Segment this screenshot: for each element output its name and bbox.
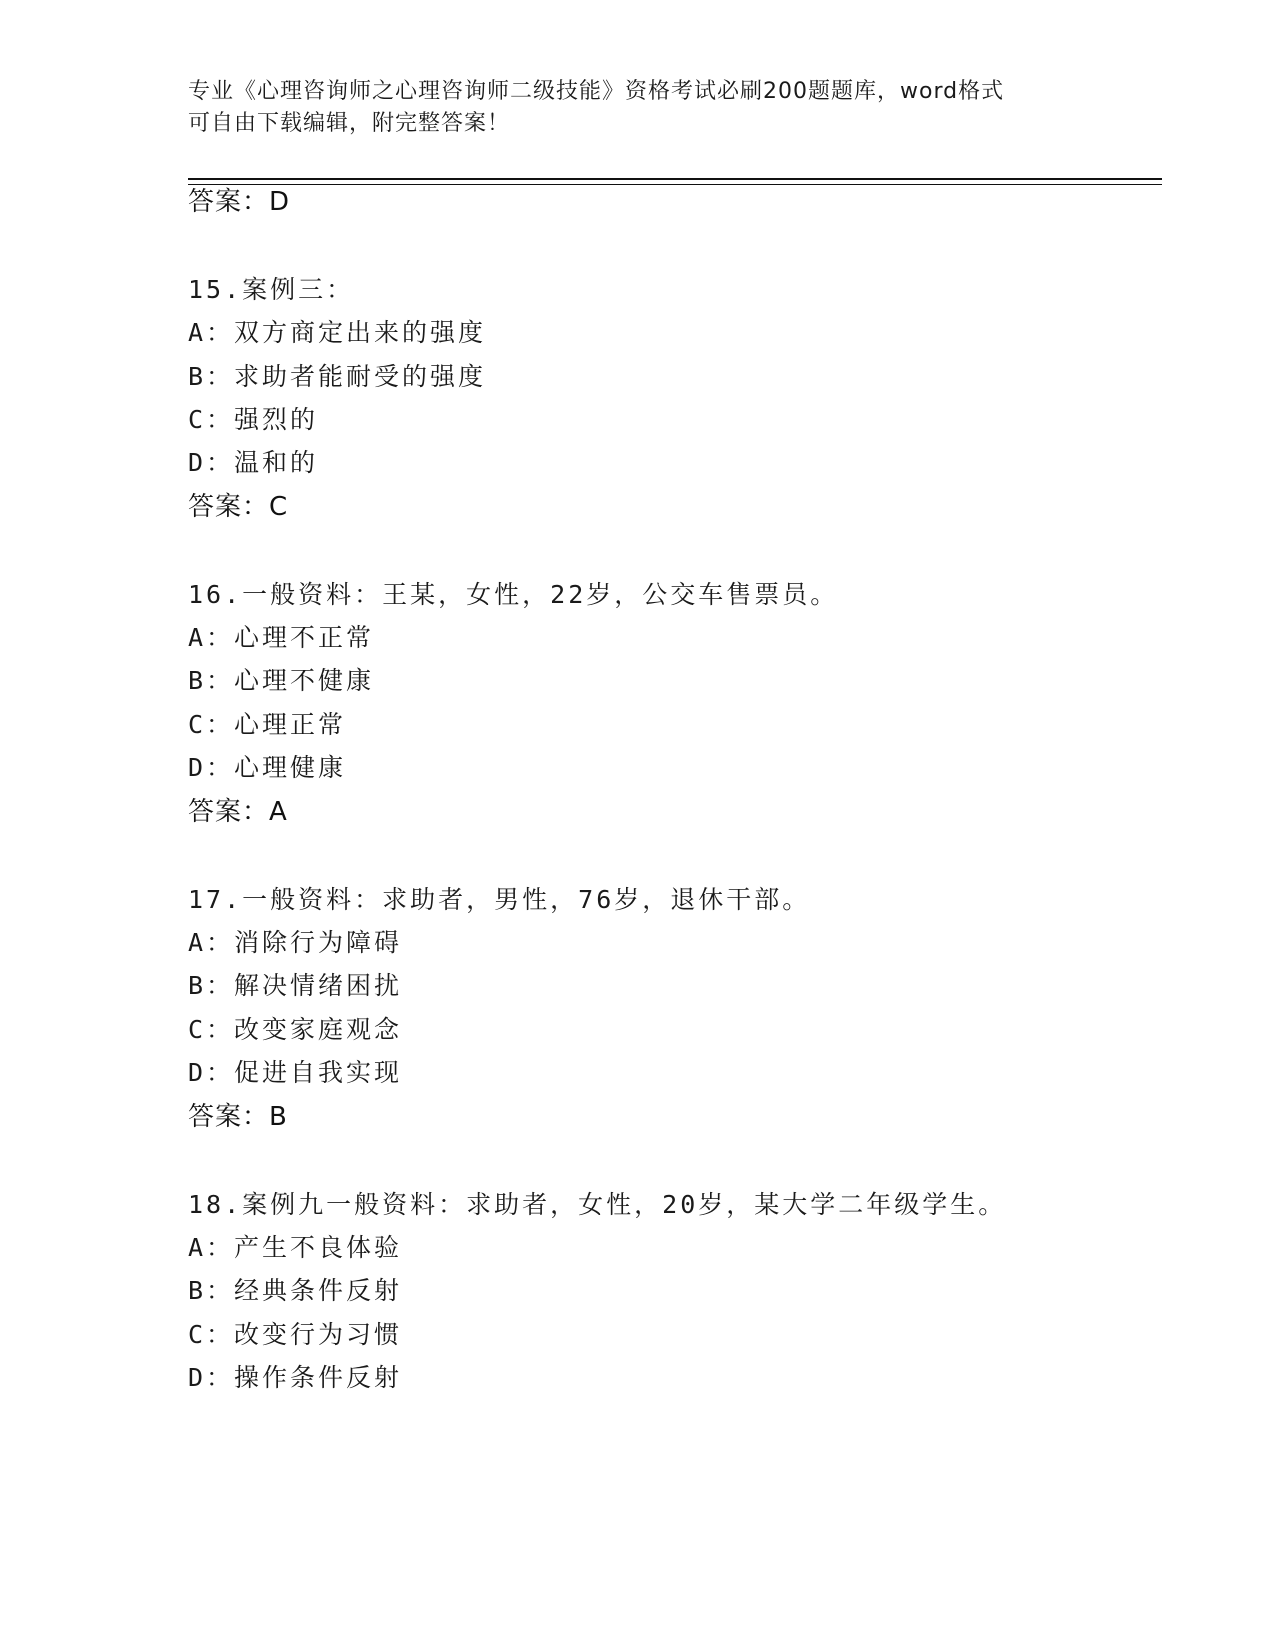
question-18-option-d: D：操作条件反射 [188, 1363, 403, 1392]
question-15-option-a: A：双方商定出来的强度 [188, 318, 487, 347]
question-16-title: 16.一般资料：王某，女性，22岁，公交车售票员。 [188, 580, 839, 609]
question-16-answer: 答案：A [188, 797, 288, 827]
document-header [188, 76, 1088, 140]
question-16-option-a: A：心理不正常 [188, 623, 375, 652]
question-17-title: 17.一般资料：求助者，男性，76岁，退休干部。 [188, 885, 811, 914]
question-15-option-b: B：求助者能耐受的强度 [188, 362, 487, 391]
question-18-title: 18.案例九一般资料：求助者，女性，20岁，某大学二年级学生。 [188, 1190, 1007, 1219]
question-17-option-d: D：促进自我实现 [188, 1058, 403, 1087]
question-16-option-d: D：心理健康 [188, 753, 347, 782]
question-15-title: 15.案例三： [188, 275, 355, 304]
question-18-option-a: A：产生不良体验 [188, 1233, 403, 1262]
header-rule-thin [188, 184, 1162, 185]
question-18-option-c: C：改变行为习惯 [188, 1320, 403, 1349]
question-15-option-d: D：温和的 [188, 448, 319, 477]
question-17-answer: 答案：B [188, 1102, 288, 1132]
question-17-option-c: C：改变家庭观念 [188, 1015, 403, 1044]
question-15-answer: 答案：C [188, 492, 289, 522]
question-15-option-c: C：强烈的 [188, 405, 319, 434]
question-18-option-b: B：经典条件反射 [188, 1276, 403, 1305]
header-line-1: 专业《心理咨询师之心理咨询师二级技能》资格考试必刷200题题库，word格式 [188, 79, 1005, 104]
header-rule-thick [188, 178, 1162, 180]
question-16-option-b: B：心理不健康 [188, 666, 375, 695]
header-line-2: 可自由下载编辑，附完整答案！ [188, 111, 511, 136]
question-17-option-a: A：消除行为障碍 [188, 928, 403, 957]
question-17-option-b: B：解决情绪困扰 [188, 971, 403, 1000]
answer-prev: 答案：D [188, 187, 291, 217]
question-16-option-c: C：心理正常 [188, 710, 347, 739]
